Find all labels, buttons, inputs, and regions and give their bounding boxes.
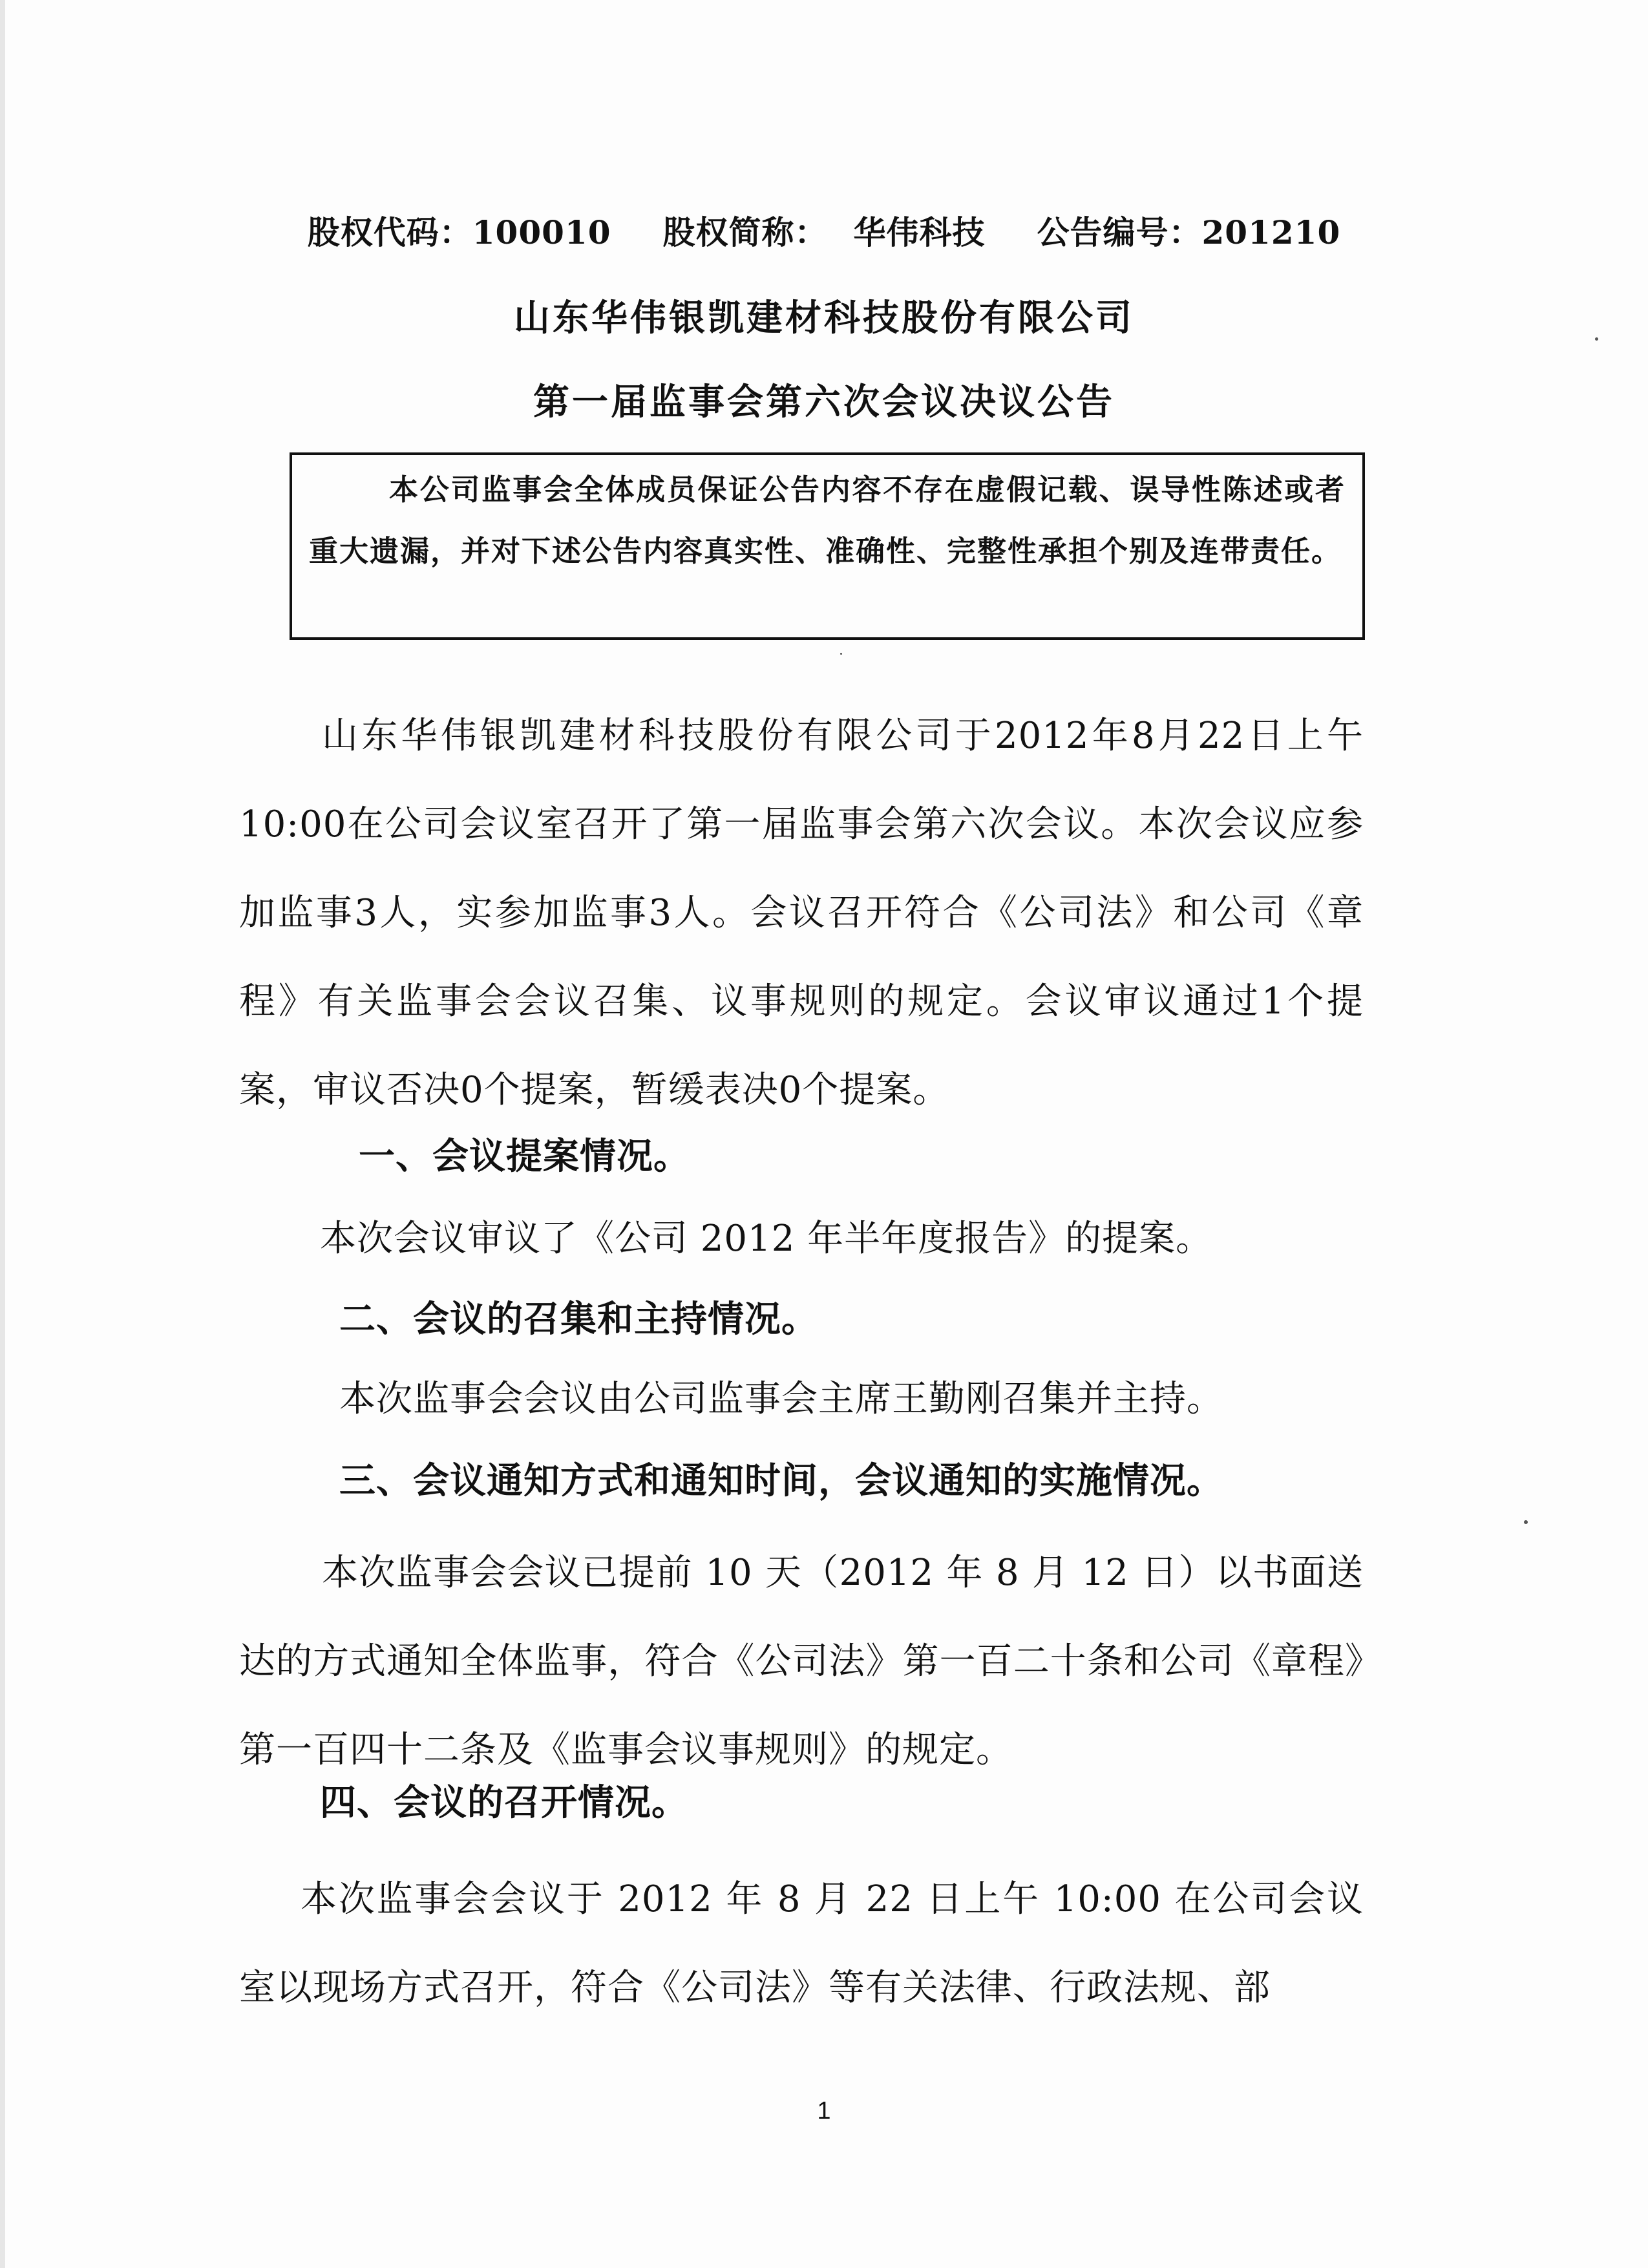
notice-no-label: 公告编号：	[1037, 213, 1202, 251]
responsibility-notice-box	[290, 452, 1365, 640]
section1-heading: 一、会议提案情况。	[359, 1135, 690, 1178]
section4-text: 本次监事会会议于 2012 年 8 月 22 日上午 10:00 在公司会议室以现场方式召开，符合《公司法》等有关法律、行政法规、部	[239, 1878, 1364, 2009]
responsibility-notice-text: 本公司监事会全体成员保证公告内容不存在虚假记载、误导性陈述或者重大遗漏，并对下述公告内容真实性、准确性、完整性承担个别及连带责任。	[309, 472, 1346, 568]
stock-code: 100010	[472, 213, 611, 251]
scan-speck	[1595, 337, 1598, 341]
section1-text: 本次会议审议了《公司 2012 年半年度报告》的提案。	[320, 1218, 1213, 1260]
notice-no: 201210	[1201, 213, 1341, 251]
section2-heading: 二、会议的召集和主持情况。	[339, 1298, 818, 1341]
section3-heading: 三、会议通知方式和通知时间，会议通知的实施情况。	[339, 1459, 1223, 1502]
company-name-title: 山东华伟银凯建材科技股份有限公司	[514, 297, 1134, 339]
intro-paragraph: 山东华伟银凯建材科技股份有限公司于2012年8月22日上午10:00在公司会议室召开了第一届监事会第六次会议。本次会议应参加监事3人，实参加监事3人。会议召开符合《公司法》和公司《章程》有关监事会会议召集、议事规则的规定。会议审议通过1个提案，审议否决0个提案，暂缓表决0个提案。	[239, 715, 1364, 1111]
section2-text: 本次监事会会议由公司监事会主席王勤刚召集并主持。	[339, 1378, 1223, 1420]
page-number: 1	[817, 2097, 831, 2125]
scan-speck	[840, 653, 842, 655]
stock-abbr-label: 股权简称：	[662, 213, 828, 251]
stock-abbr: 华伟科技	[853, 213, 986, 251]
stock-code-label: 股权代码：	[307, 213, 472, 251]
announcement-title: 第一届监事会第六次会议决议公告	[533, 381, 1115, 423]
scan-speck	[1524, 1520, 1528, 1524]
section3-text: 本次监事会会议已提前 10 天（2012 年 8 月 12 日）以书面送达的方式通知全体监事，符合《公司法》第一百二十条和公司《章程》第一百四十二条及《监事会议事规则》的规定。	[239, 1552, 1364, 1771]
announcement-header	[0, 207, 1648, 253]
section4-heading: 四、会议的召开情况。	[320, 1781, 688, 1824]
